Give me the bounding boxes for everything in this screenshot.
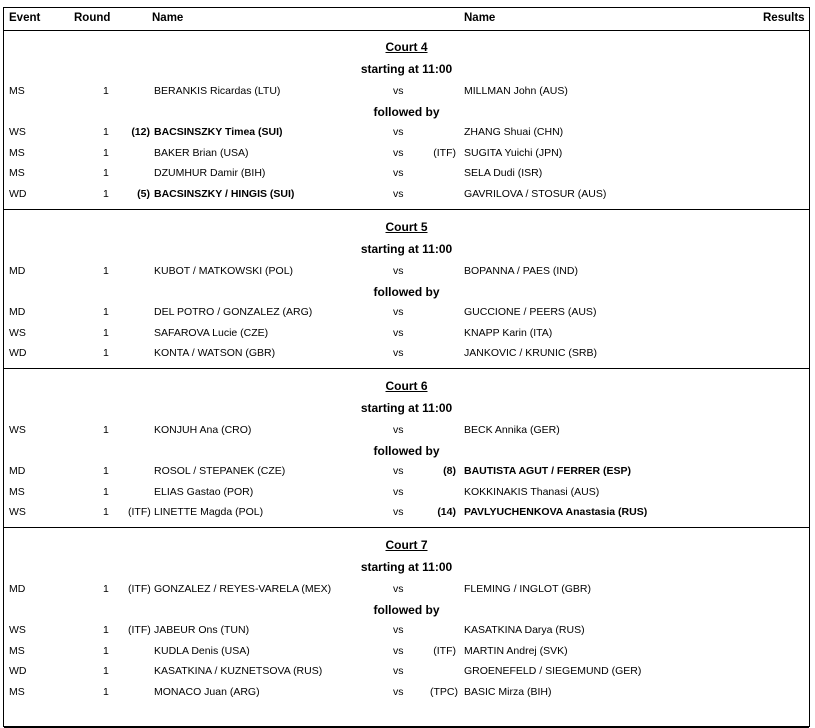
- vs-label: vs: [393, 146, 404, 159]
- match-event: MS: [9, 85, 25, 97]
- match-row: [4, 184, 809, 204]
- match-round: 1: [103, 685, 109, 698]
- player2-name: GUCCIONE / PEERS (AUS): [464, 306, 597, 318]
- court-section: [4, 30, 809, 210]
- match-event: WS: [9, 506, 26, 518]
- header-name-2: Name: [464, 12, 496, 24]
- match-event: MS: [9, 485, 25, 498]
- player1-name: KONJUH Ana (CRO): [154, 424, 252, 436]
- player1-name: ROSOL / STEPANEK (CZE): [154, 465, 286, 477]
- player2-seed: (ITF): [433, 644, 456, 657]
- court-section: [4, 528, 809, 728]
- vs-label: vs: [393, 126, 404, 138]
- match-event: MS: [9, 644, 25, 657]
- court-title: Court 7: [385, 538, 428, 552]
- player2-name: KOKKINAKIS Thanasi (AUS): [464, 485, 600, 498]
- starting-time: starting at 11:00: [360, 401, 453, 415]
- header-results: Results: [763, 12, 805, 24]
- vs-label: vs: [393, 187, 404, 200]
- vs-label: vs: [393, 583, 404, 595]
- match-row: [4, 81, 809, 101]
- vs-label: vs: [393, 465, 404, 477]
- player2-name: MARTIN Andrej (SVK): [464, 644, 568, 657]
- match-event: WD: [9, 187, 27, 200]
- vs-label: vs: [393, 347, 404, 359]
- court-title: Court 4: [385, 40, 428, 54]
- match-event: MD: [9, 465, 26, 477]
- match-round: 1: [103, 583, 109, 595]
- player1-name: KASATKINA / KUZNETSOVA (RUS): [154, 665, 323, 677]
- match-round: 1: [103, 187, 109, 200]
- match-event: MS: [9, 146, 25, 159]
- match-round: 1: [103, 167, 109, 179]
- player1-seed: (5): [137, 187, 150, 200]
- player2-name: BOPANNA / PAES (IND): [464, 265, 578, 277]
- vs-label: vs: [393, 506, 404, 518]
- player1-seed: (ITF): [128, 506, 151, 518]
- match-event: WD: [9, 347, 27, 359]
- player1-name: DZUMHUR Damir (BIH): [154, 167, 266, 179]
- player1-name: KUBOT / MATKOWSKI (POL): [154, 265, 294, 277]
- vs-label: vs: [393, 624, 404, 636]
- player1-name: KUDLA Denis (USA): [154, 644, 250, 657]
- player2-name: BECK Annika (GER): [464, 424, 560, 436]
- vs-label: vs: [393, 665, 404, 677]
- starting-time: starting at 11:00: [360, 242, 453, 256]
- followed-by-label: followed by: [373, 285, 440, 299]
- match-row: [4, 261, 809, 281]
- match-round: 1: [103, 265, 109, 277]
- player2-name: JANKOVIC / KRUNIC (SRB): [464, 347, 598, 359]
- player1-name: MONACO Juan (ARG): [154, 685, 260, 698]
- vs-label: vs: [393, 306, 404, 318]
- match-row: [4, 482, 809, 502]
- table-header: [4, 8, 809, 31]
- match-row: [4, 661, 809, 681]
- match-event: MD: [9, 265, 26, 277]
- match-row: [4, 323, 809, 343]
- player2-name: GAVRILOVA / STOSUR (AUS): [464, 187, 607, 200]
- player1-name: GONZALEZ / REYES-VARELA (MEX): [154, 583, 332, 595]
- match-round: 1: [103, 506, 109, 518]
- vs-label: vs: [393, 485, 404, 498]
- match-row: [4, 420, 809, 440]
- player2-name: SUGITA Yuichi (JPN): [464, 146, 563, 159]
- order-of-play-sheet: [3, 7, 810, 727]
- player1-name: JABEUR Ons (TUN): [154, 624, 250, 636]
- match-event: WS: [9, 624, 26, 636]
- match-event: MD: [9, 306, 26, 318]
- match-event: WD: [9, 665, 27, 677]
- vs-label: vs: [393, 85, 404, 97]
- match-event: WS: [9, 424, 26, 436]
- match-round: 1: [103, 326, 109, 339]
- player1-name: SAFAROVA Lucie (CZE): [154, 326, 269, 339]
- player1-name: DEL POTRO / GONZALEZ (ARG): [154, 306, 313, 318]
- starting-time: starting at 11:00: [360, 560, 453, 574]
- match-round: 1: [103, 126, 109, 138]
- match-row: [4, 620, 809, 640]
- header-round: Round: [74, 12, 111, 24]
- match-row: [4, 682, 809, 702]
- match-round: 1: [103, 347, 109, 359]
- player2-name: GROENEFELD / SIEGEMUND (GER): [464, 665, 642, 677]
- match-event: MD: [9, 583, 26, 595]
- player1-name: KONTA / WATSON (GBR): [154, 347, 276, 359]
- match-event: WS: [9, 126, 26, 138]
- player1-seed: (12): [131, 126, 150, 138]
- player1-name: LINETTE Magda (POL): [154, 506, 264, 518]
- match-round: 1: [103, 146, 109, 159]
- match-row: [4, 502, 809, 522]
- player1-name: BACSINSZKY / HINGIS (SUI): [154, 187, 295, 200]
- match-row: [4, 302, 809, 322]
- vs-label: vs: [393, 685, 404, 698]
- header-event: Event: [9, 12, 41, 24]
- player2-name: MILLMAN John (AUS): [464, 85, 568, 97]
- header-name-1: Name: [152, 12, 184, 24]
- player2-name: KASATKINA Darya (RUS): [464, 624, 585, 636]
- match-event: WS: [9, 326, 26, 339]
- player2-name: SELA Dudi (ISR): [464, 167, 543, 179]
- player2-name: BASIC Mirza (BIH): [464, 685, 552, 698]
- match-round: 1: [103, 665, 109, 677]
- match-row: [4, 343, 809, 363]
- match-row: [4, 163, 809, 183]
- match-round: 1: [103, 85, 109, 97]
- player2-name: PAVLYUCHENKOVA Anastasia (RUS): [464, 506, 648, 518]
- player2-seed: (TPC): [430, 685, 458, 698]
- match-round: 1: [103, 485, 109, 498]
- match-event: MS: [9, 685, 25, 698]
- match-row: [4, 143, 809, 163]
- followed-by-label: followed by: [373, 603, 440, 617]
- player2-seed: (14): [437, 506, 456, 518]
- vs-label: vs: [393, 265, 404, 277]
- match-round: 1: [103, 306, 109, 318]
- player1-name: ELIAS Gastao (POR): [154, 485, 254, 498]
- match-round: 1: [103, 424, 109, 436]
- match-round: 1: [103, 465, 109, 477]
- match-row: [4, 461, 809, 481]
- followed-by-label: followed by: [373, 105, 440, 119]
- vs-label: vs: [393, 644, 404, 657]
- followed-by-label: followed by: [373, 444, 440, 458]
- player1-name: BACSINSZKY Timea (SUI): [154, 126, 283, 138]
- match-round: 1: [103, 624, 109, 636]
- match-row: [4, 122, 809, 142]
- vs-label: vs: [393, 167, 404, 179]
- court-section: [4, 369, 809, 528]
- player2-name: FLEMING / INGLOT (GBR): [464, 583, 591, 595]
- player1-seed: (ITF): [128, 624, 151, 636]
- player2-name: BAUTISTA AGUT / FERRER (ESP): [464, 465, 632, 477]
- vs-label: vs: [393, 424, 404, 436]
- player1-name: BAKER Brian (USA): [154, 146, 249, 159]
- court-title: Court 6: [385, 379, 428, 393]
- player1-seed: (ITF): [128, 583, 151, 595]
- match-round: 1: [103, 644, 109, 657]
- court-section: [4, 210, 809, 369]
- match-row: [4, 641, 809, 661]
- vs-label: vs: [393, 326, 404, 339]
- player2-seed: (ITF): [433, 146, 456, 159]
- player2-name: KNAPP Karin (ITA): [464, 326, 553, 339]
- match-row: [4, 579, 809, 599]
- starting-time: starting at 11:00: [360, 62, 453, 76]
- player2-name: ZHANG Shuai (CHN): [464, 126, 564, 138]
- match-event: MS: [9, 167, 25, 179]
- player2-seed: (8): [443, 465, 456, 477]
- player1-name: BERANKIS Ricardas (LTU): [154, 85, 281, 97]
- court-title: Court 5: [385, 220, 428, 234]
